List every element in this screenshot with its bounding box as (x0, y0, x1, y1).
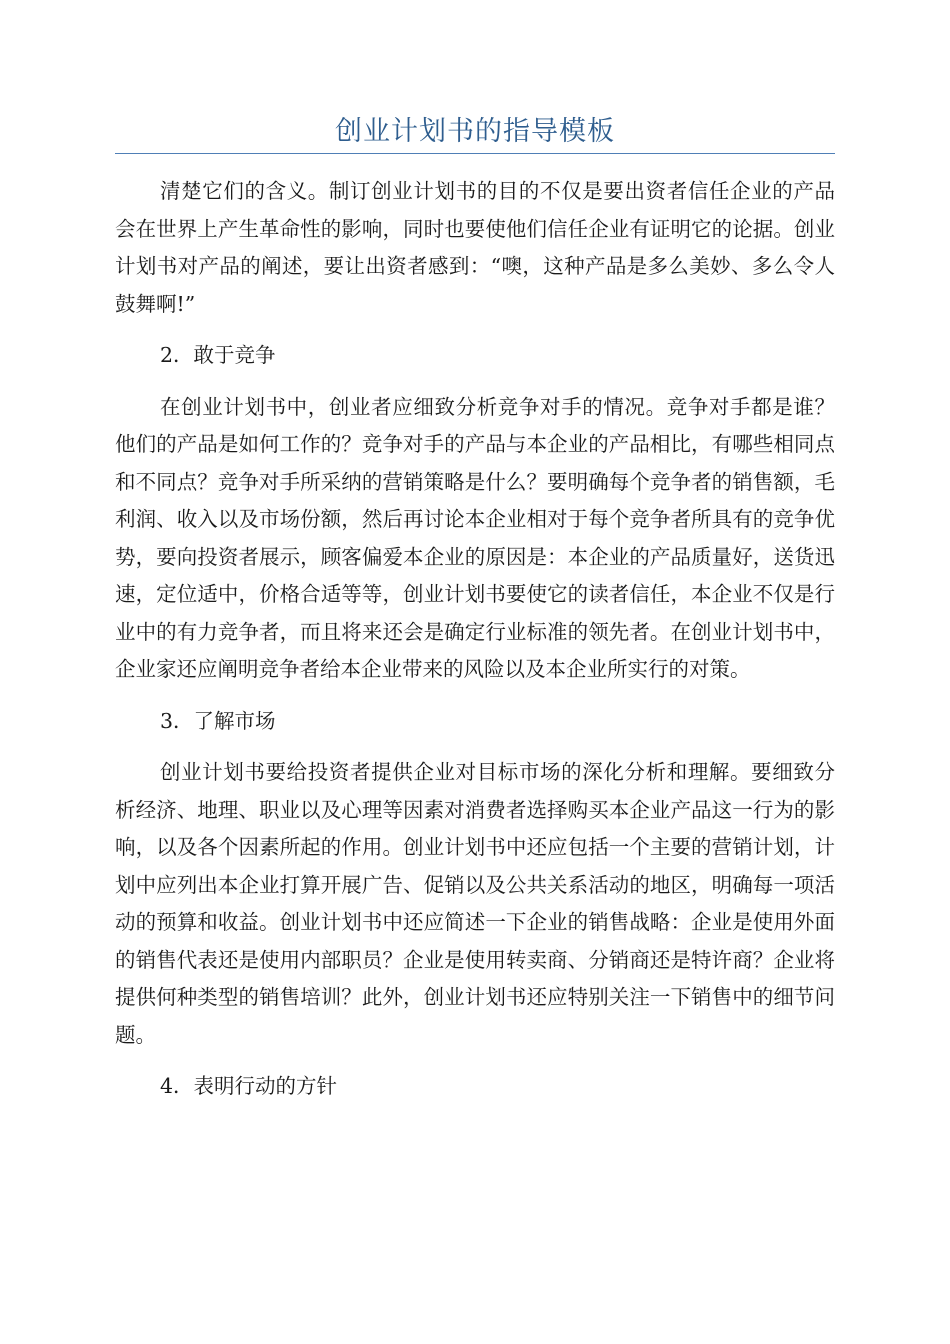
document-body (115, 173, 835, 1106)
paragraph-competition: 在创业计划书中，创业者应细致分析竞争对手的情况。竞争对手都是谁？他们的产品是如何工作的？竞争对手的产品与本企业的产品相比，有哪些相同点和不同点？竞争对手所采纳的营销策略是什么？要明确每个竞争者的销售额，毛利润、收入以及市场份额，然后再讨论本企业相对于每个竞争者所具有的竞争优势，要向投资者展示，顾客偏爱本企业的原因是：本企业的产品质量好，送货迅速，定位适中，价格合适等等，创业计划书要使它的读者信任，本企业不仅是行业中的有力竞争者，而且将来还会是确定行业标准的领先者。在创业计划书中，企业家还应阐明竞争者给本企业带来的风险以及本企业所实行的对策。 (115, 394, 835, 681)
paragraph-market: 创业计划书要给投资者提供企业对目标市场的深化分析和理解。要细致分析经济、地理、职业以及心理等因素对消费者选择购买本企业产品这一行为的影响，以及各个因素所起的作用。创业计划书中还应包括一个主要的营销计划，计划中应列出本企业打算开展广告、促销以及公共关系活动的地区，明确每一项活动的预算和收益。创业计划书中还应简述一下企业的销售战略：企业是使用外面的销售代表还是使用内部职员？企业是使用转卖商、分销商还是特许商？企业将提供何种类型的销售培训？此外，创业计划书还应特别关注一下销售中的细节问题。 (115, 760, 835, 1047)
spacer (115, 375, 835, 389)
section-heading-compete: 2．敢于竞争 (160, 343, 276, 367)
paragraph-intro: 清楚它们的含义。制订创业计划书的目的不仅是要出资者信任企业的产品会在世界上产生革命性的影响，同时也要使他们信任企业有证明它的论据。创业计划书对产品的阐述，要让出资者感到：“噢，这种产品是多么美妙、多么令人鼓舞啊!” (115, 179, 835, 316)
spacer (115, 323, 835, 337)
spacer (115, 740, 835, 754)
section-heading-market: 3．了解市场 (160, 708, 276, 733)
spacer (115, 1054, 835, 1068)
spacer (115, 689, 835, 703)
title-underline (115, 153, 835, 154)
section-heading-action: 4．表明行动的方针 (160, 1074, 338, 1098)
document-title: 创业计划书的指导模板 (335, 116, 615, 147)
